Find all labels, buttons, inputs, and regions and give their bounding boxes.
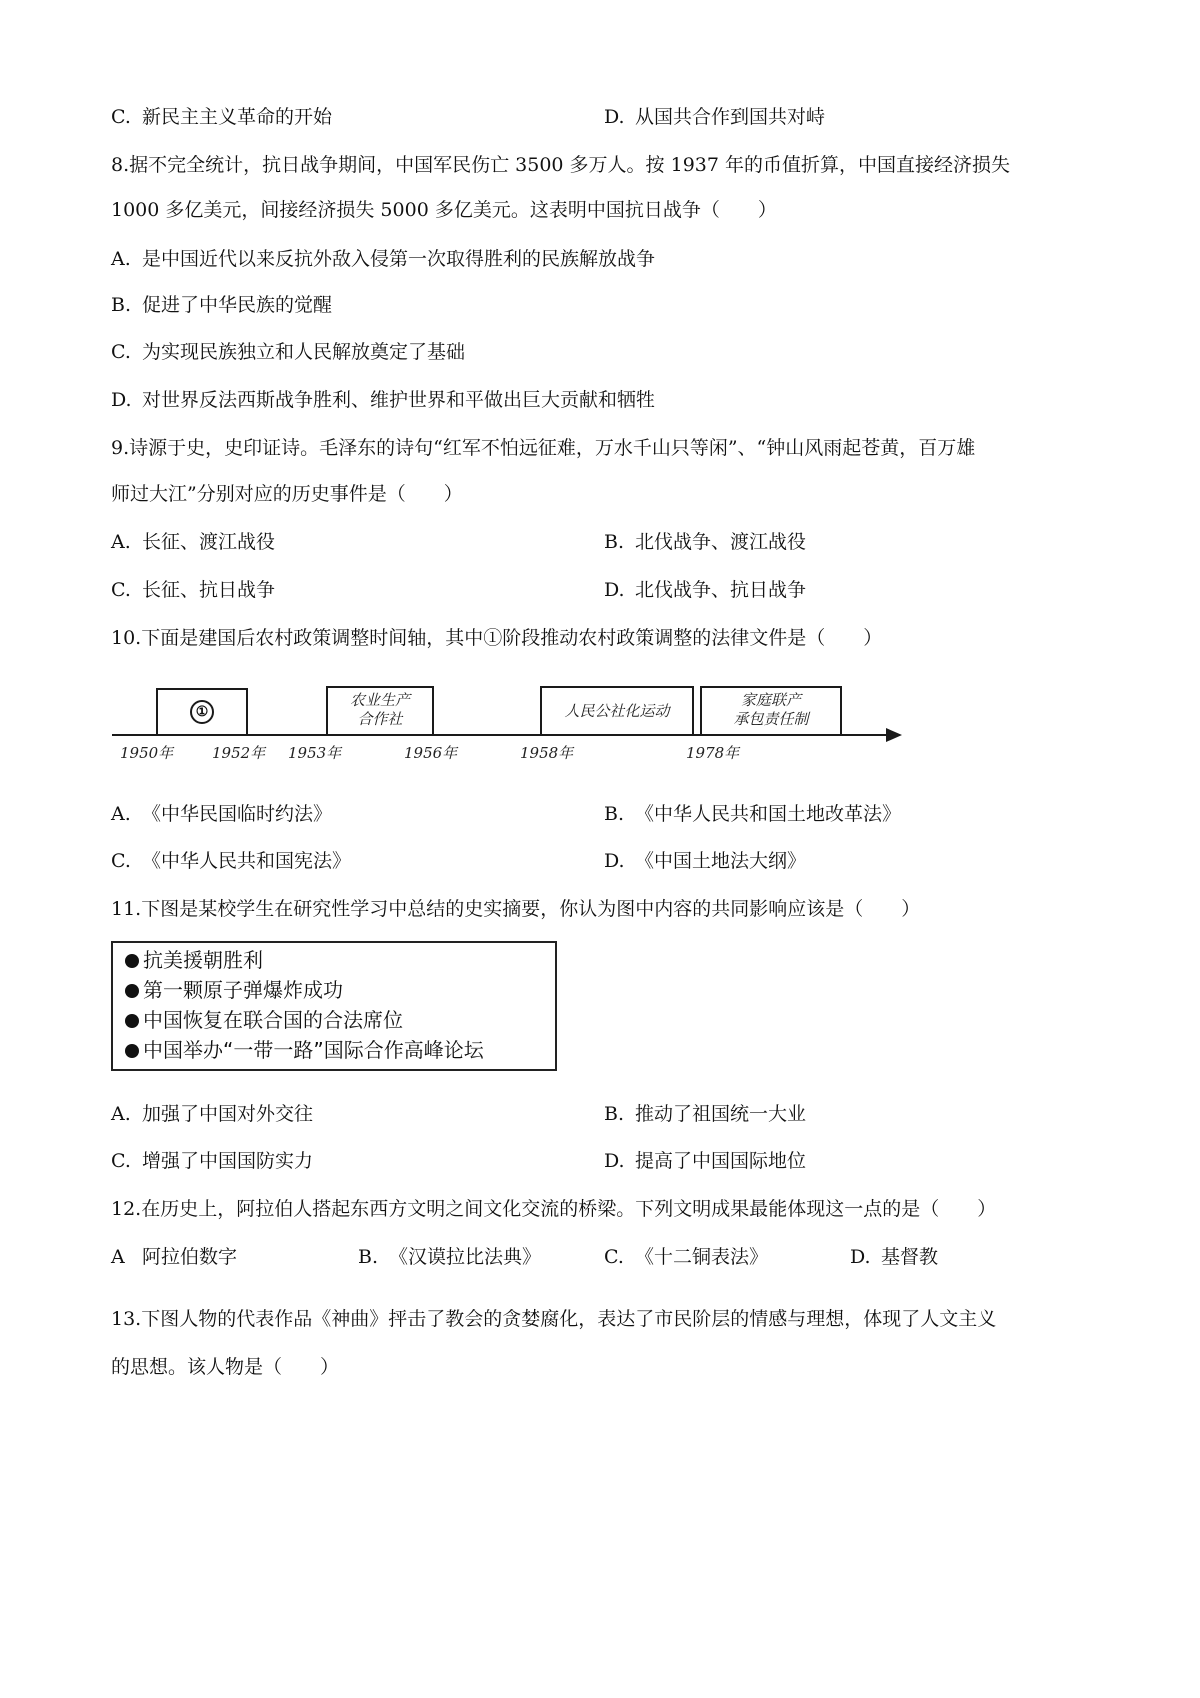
option-label: B. [111, 294, 132, 316]
timeline-year: 1952年 [212, 744, 266, 762]
option-label: A. [111, 803, 131, 825]
q10-option-b [604, 800, 901, 828]
q9-stem-line1: 9.诗源于史，史印证诗。毛泽东的诗句“红军不怕远征难，万水千山只等闲”、“钟山风雨起苍黄，百万雄 [111, 437, 976, 459]
q13-stem-line1: 13.下图人物的代表作品《神曲》抨击了教会的贪婪腐化，表达了市民阶层的情感与理想，体现了人文主义 [111, 1308, 997, 1330]
timeline-axis [112, 734, 892, 736]
q7-option-c [111, 103, 332, 131]
stage-marker: ① [190, 700, 214, 724]
q11-stem: 11.下图是某校学生在研究性学习中总结的史实摘要，你认为图中内容的共同影响应该是（ ） [111, 898, 921, 920]
option-label: C. [111, 341, 131, 363]
q12-option-a [111, 1243, 237, 1271]
q10-option-a [111, 800, 332, 828]
option-text: 促进了中华民族的觉醒 [142, 294, 333, 316]
timeline-box-stage1 [156, 688, 248, 736]
timeline-label: 合作社 [357, 710, 403, 728]
option-text: 《中华人民共和国土地改革法》 [635, 803, 902, 825]
option-label: D. [850, 1246, 871, 1268]
q11-option-b [604, 1100, 806, 1128]
q10-option-c [111, 847, 351, 875]
option-text: 长征、抗日战争 [142, 579, 276, 601]
timeline-year: 1978年 [686, 744, 740, 762]
q7-option-d [604, 103, 825, 131]
fact-item [125, 975, 343, 1005]
timeline-year: 1956年 [404, 744, 458, 762]
timeline-box-household [700, 686, 842, 736]
option-text: 长征、渡江战役 [142, 531, 276, 553]
option-text: 是中国近代以来反抗外敌入侵第一次取得胜利的民族解放战争 [142, 248, 656, 270]
timeline-arrow-icon [886, 728, 902, 742]
option-label: C. [111, 106, 131, 128]
q8-option-a [111, 245, 655, 273]
option-label: D. [604, 850, 625, 872]
timeline-label: 家庭联产 [740, 691, 801, 709]
bullet-icon [125, 1014, 139, 1028]
timeline-label: 人民公社化运动 [564, 702, 670, 720]
option-label: D. [111, 389, 132, 411]
option-text: 从国共合作到国共对峙 [635, 106, 826, 128]
option-label: D. [604, 579, 625, 601]
bullet-icon [125, 1044, 139, 1058]
bullet-icon [125, 954, 139, 968]
timeline-box-cooperative [326, 686, 434, 736]
q8-option-c [111, 338, 465, 366]
q8-option-d [111, 386, 655, 414]
option-text: 阿拉伯数字 [142, 1246, 238, 1268]
timeline-label: 承包责任制 [733, 710, 809, 728]
fact-text: 第一颗原子弹爆炸成功 [143, 978, 343, 1002]
q12-stem: 12.在历史上，阿拉伯人搭起东西方文明之间文化交流的桥梁。下列文明成果最能体现这一点的是（ ） [111, 1198, 997, 1220]
fact-text: 中国举办“一带一路”国际合作高峰论坛 [143, 1038, 484, 1062]
q11-option-a [111, 1100, 313, 1128]
option-text: 提高了中国国际地位 [635, 1150, 807, 1172]
timeline-label: 农业生产 [349, 691, 410, 709]
option-text: 《中国土地法大纲》 [635, 850, 807, 872]
option-label: C. [111, 850, 131, 872]
fact-text: 抗美援朝胜利 [143, 948, 263, 972]
option-text: 对世界反法西斯战争胜利、维护世界和平做出巨大贡献和牺牲 [142, 389, 656, 411]
option-label: B. [358, 1246, 379, 1268]
q9-option-a [111, 528, 275, 556]
q12-option-b [358, 1243, 541, 1271]
q12-option-c [604, 1243, 768, 1271]
facts-summary-box [111, 941, 557, 1071]
option-label: A. [111, 1103, 131, 1125]
option-text: 《中华民国临时约法》 [142, 803, 333, 825]
q10-stem: 10.下面是建国后农村政策调整时间轴，其中①阶段推动农村政策调整的法律文件是（ ） [111, 627, 883, 649]
option-text: 为实现民族独立和人民解放奠定了基础 [142, 341, 466, 363]
q9-option-c [111, 576, 275, 604]
timeline-year: 1953年 [288, 744, 342, 762]
q10-option-d [604, 847, 806, 875]
q12-option-d [850, 1243, 938, 1271]
option-text: 《十二铜表法》 [635, 1246, 769, 1268]
q11-option-c [111, 1147, 313, 1175]
option-text: 《中华人民共和国宪法》 [142, 850, 352, 872]
timeline-box-commune [540, 686, 694, 736]
fact-item [125, 1035, 484, 1065]
option-label: A [111, 1246, 125, 1268]
option-text: 增强了中国国防实力 [142, 1150, 314, 1172]
q8-stem-line2: 1000 多亿美元，间接经济损失 5000 多亿美元。这表明中国抗日战争（ ） [111, 199, 777, 221]
timeline-year: 1950年 [120, 744, 174, 762]
option-label: D. [604, 106, 625, 128]
q8-option-b [111, 291, 332, 319]
option-text: 推动了祖国统一大业 [635, 1103, 807, 1125]
option-text: 北伐战争、抗日战争 [635, 579, 807, 601]
option-label: C. [111, 579, 131, 601]
option-label: C. [604, 1246, 624, 1268]
q9-option-d [604, 576, 806, 604]
bullet-icon [125, 984, 139, 998]
option-label: B. [604, 803, 625, 825]
option-label: C. [111, 1150, 131, 1172]
option-text: 新民主主义革命的开始 [142, 106, 333, 128]
option-text: 加强了中国对外交往 [142, 1103, 314, 1125]
q9-stem-line2: 师过大江”分别对应的历史事件是（ ） [111, 483, 463, 505]
policy-timeline [112, 678, 902, 778]
q13-stem-line2: 的思想。该人物是（ ） [111, 1356, 340, 1378]
option-label: B. [604, 1103, 625, 1125]
timeline-year: 1958年 [520, 744, 574, 762]
fact-item [125, 1005, 403, 1035]
q9-option-b [604, 528, 806, 556]
option-label: A. [111, 531, 131, 553]
option-text: 《汉谟拉比法典》 [389, 1246, 542, 1268]
option-label: A. [111, 248, 131, 270]
option-text: 基督教 [881, 1246, 939, 1268]
fact-item [125, 945, 263, 975]
option-label: D. [604, 1150, 625, 1172]
q8-stem-line1: 8.据不完全统计，抗日战争期间，中国军民伤亡 3500 多万人。按 1937 年的币值折算，中国直接经济损失 [111, 154, 1010, 176]
q11-option-d [604, 1147, 806, 1175]
fact-text: 中国恢复在联合国的合法席位 [143, 1008, 403, 1032]
option-text: 北伐战争、渡江战役 [635, 531, 807, 553]
option-label: B. [604, 531, 625, 553]
